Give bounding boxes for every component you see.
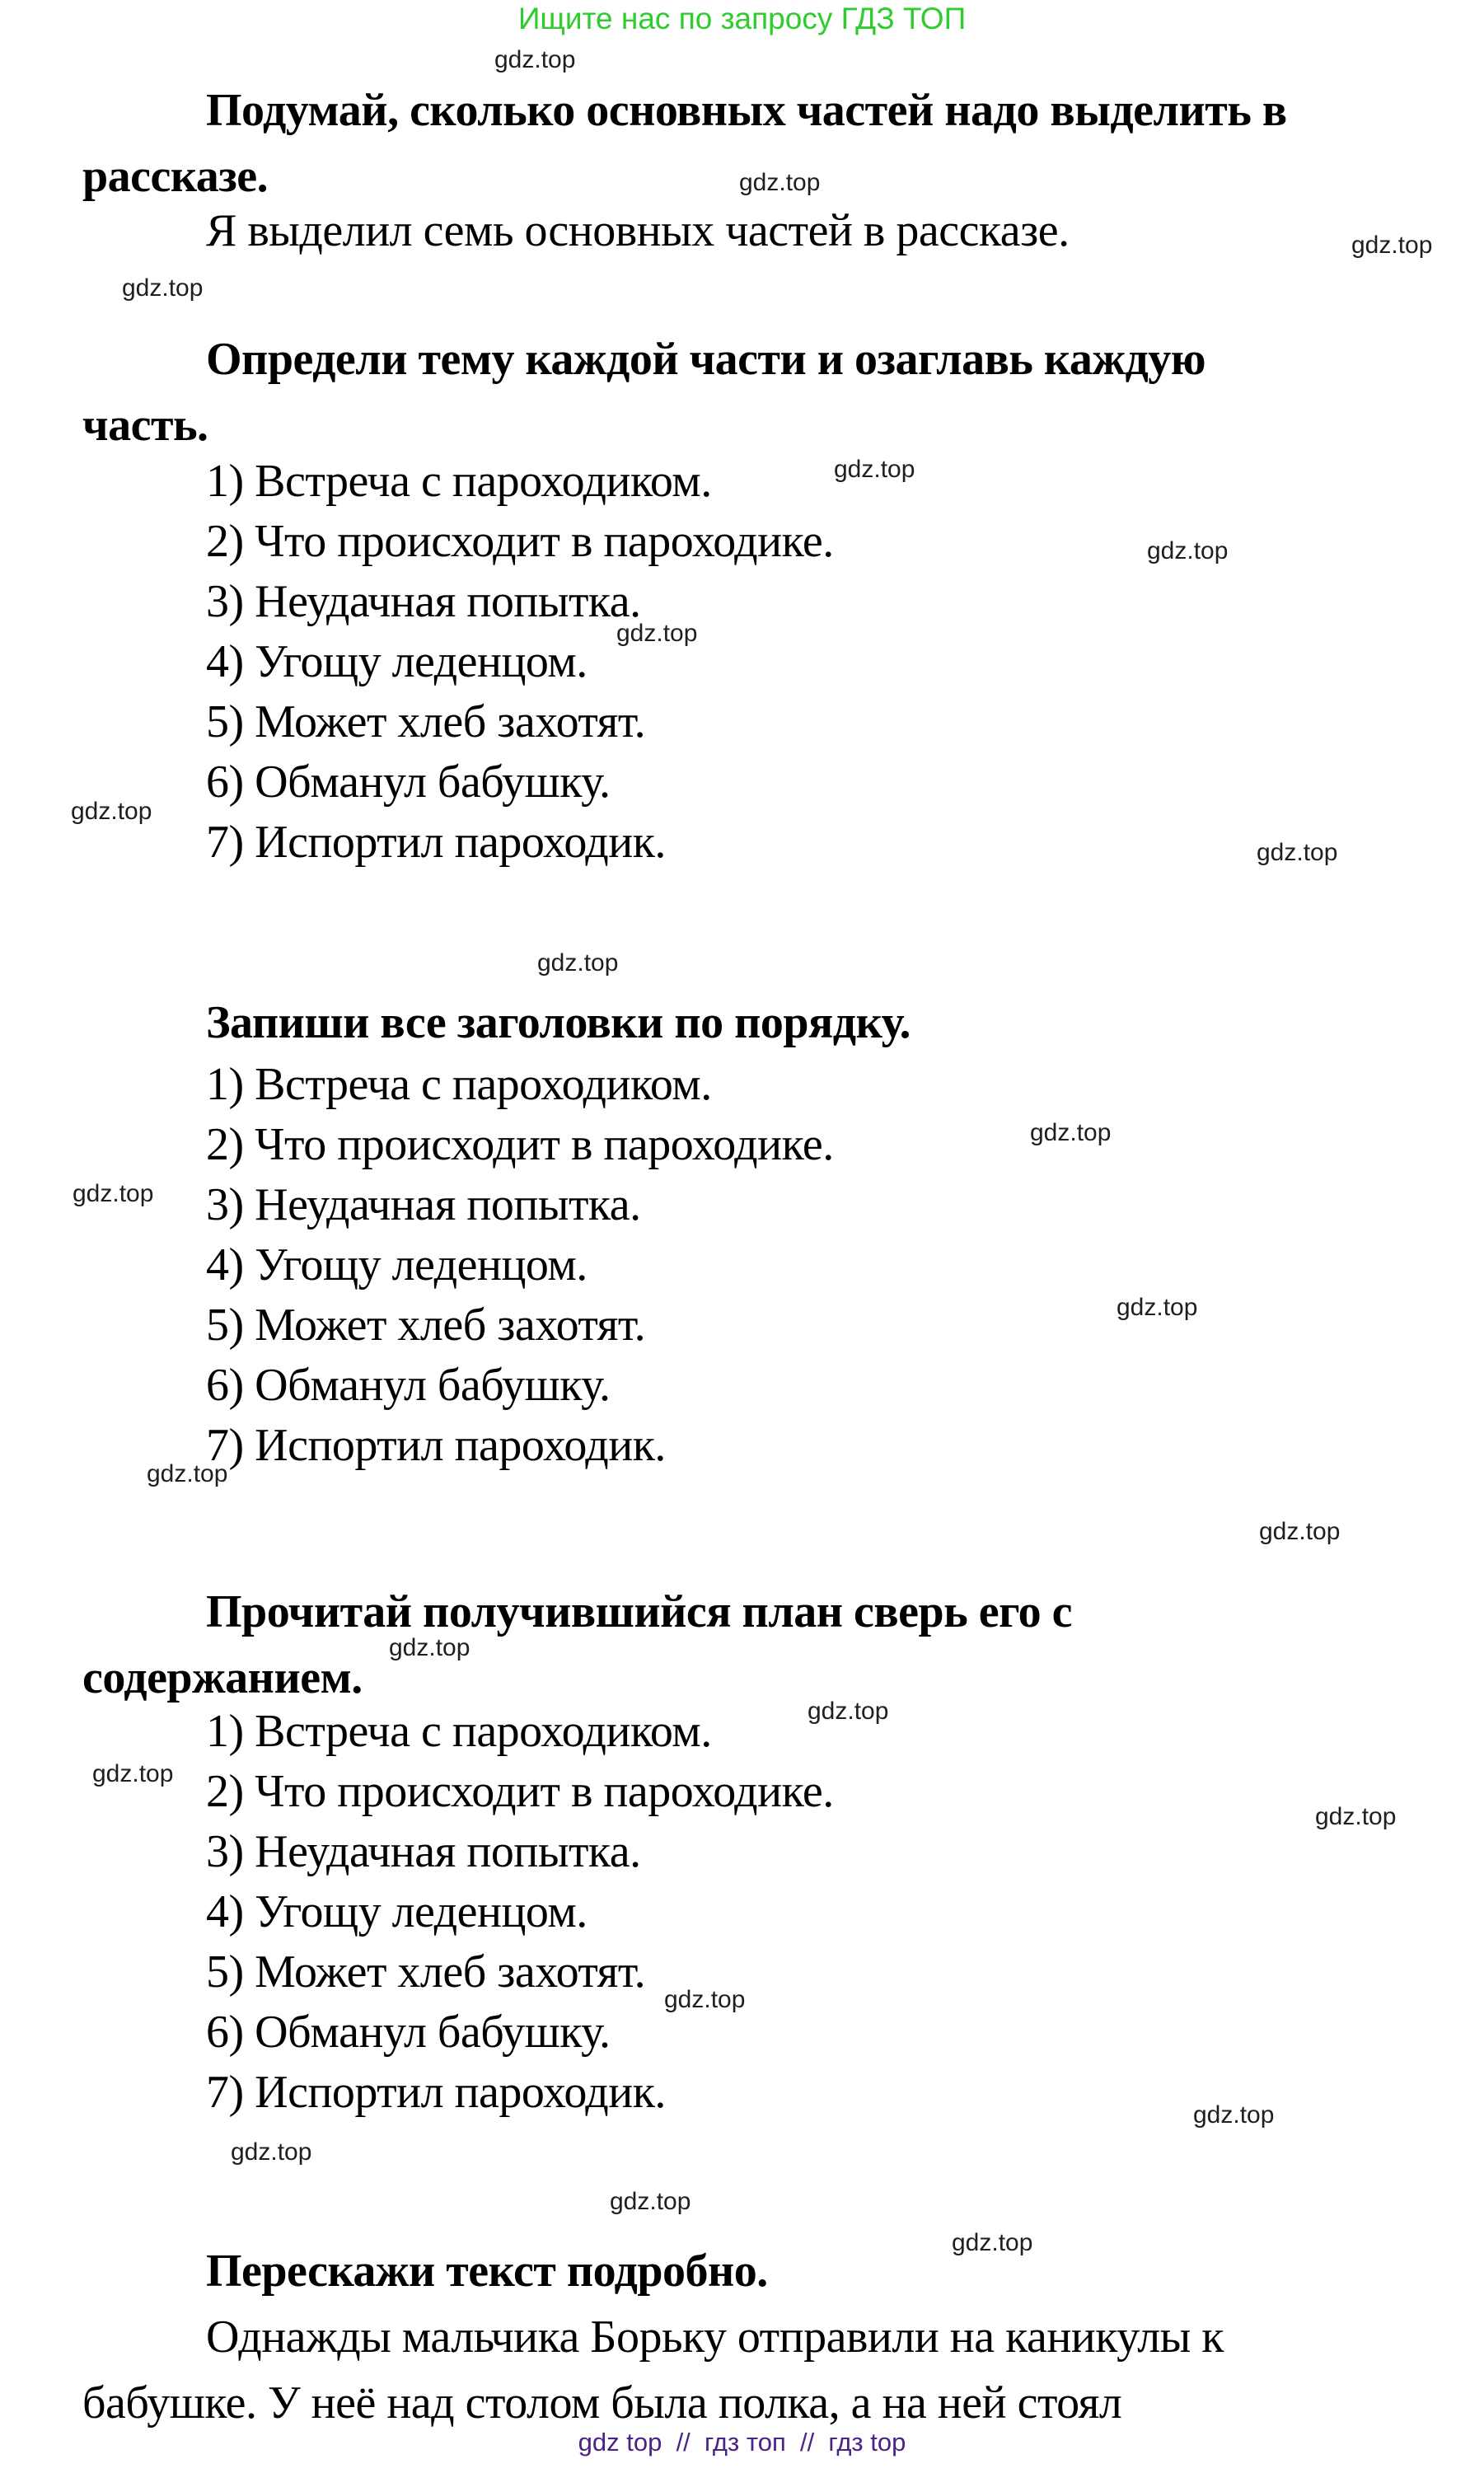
gdz-watermark: gdz.top <box>808 1698 889 1725</box>
plan-item: 4) Угощу леденцом. <box>206 1239 588 1290</box>
plan-item: 2) Что происходит в пароходике. <box>206 1766 834 1817</box>
plan-item: 5) Может хлеб захотят. <box>206 1300 646 1351</box>
gdz-watermark: gdz.top <box>71 798 152 825</box>
plan-item: 6) Обманул бабушку. <box>206 1360 611 1411</box>
gdz-watermark: gdz.top <box>389 1634 470 1661</box>
task1-answer: Я выделил семь основных частей в рассказе. <box>206 205 1070 256</box>
gdz-watermark: gdz.top <box>739 169 821 196</box>
plan-item: 3) Неудачная попытка. <box>206 576 641 627</box>
gdz-watermark: gdz.top <box>1315 1803 1397 1830</box>
task2-question-line-1: Определи тему каждой части и озаглавь каждую <box>206 334 1206 385</box>
plan-item: 4) Угощу леденцом. <box>206 636 588 687</box>
plan-item: 5) Может хлеб захотят. <box>206 696 646 747</box>
plan-item: 6) Обманул бабушку. <box>206 756 611 808</box>
top-banner: Ищите нас по запросу ГДЗ ТОП <box>517 2 967 35</box>
gdz-watermark: gdz.top <box>1193 2101 1275 2129</box>
gdz-watermark: gdz.top <box>1351 232 1433 259</box>
plan-item: 5) Может хлеб захотят. <box>206 1946 646 1998</box>
gdz-watermark: gdz.top <box>1147 537 1229 564</box>
task3-question: Запиши все заголовки по порядку. <box>206 997 911 1048</box>
gdz-watermark: gdz.top <box>147 1460 228 1487</box>
task4-question-line-2: содержанием. <box>82 1652 363 1703</box>
gdz-watermark: gdz.top <box>494 46 576 73</box>
bottom-footer: gdz top // гдз топ // гдз top <box>578 2428 906 2457</box>
gdz-watermark: gdz.top <box>231 2138 312 2166</box>
task1-question-line-1: Подумай, сколько основных частей надо выделить в <box>206 85 1287 136</box>
gdz-watermark: gdz.top <box>73 1180 154 1207</box>
gdz-watermark: gdz.top <box>1030 1119 1112 1146</box>
gdz-watermark: gdz.top <box>834 456 915 483</box>
plan-item: 6) Обманул бабушку. <box>206 2007 611 2058</box>
gdz-watermark: gdz.top <box>616 620 698 647</box>
task5-answer-line-2: бабушке. У неё над столом была полка, а на ней стоял <box>82 2377 1122 2429</box>
plan-item: 2) Что происходит в пароходике. <box>206 1119 834 1170</box>
plan-item: 7) Испортил пароходик. <box>206 2067 666 2118</box>
plan-item: 2) Что происходит в пароходике. <box>206 516 834 567</box>
task5-answer-line-1: Однажды мальчика Борьку отправили на каникулы к <box>206 2311 1224 2363</box>
gdz-watermark: gdz.top <box>664 1986 746 2013</box>
gdz-watermark: gdz.top <box>92 1760 174 1787</box>
gdz-watermark: gdz.top <box>537 949 619 977</box>
plan-item: 4) Угощу леденцом. <box>206 1886 588 1937</box>
plan-item: 1) Встреча с пароходиком. <box>206 1706 712 1757</box>
gdz-watermark: gdz.top <box>1259 1518 1341 1545</box>
task1-question-line-2: рассказе. <box>82 151 269 202</box>
gdz-watermark: gdz.top <box>610 2188 691 2215</box>
plan-item: 1) Встреча с пароходиком. <box>206 456 712 507</box>
plan-item: 3) Неудачная попытка. <box>206 1179 641 1230</box>
gdz-watermark: gdz.top <box>122 274 204 302</box>
gdz-watermark: gdz.top <box>952 2229 1033 2256</box>
plan-item: 7) Испортил пароходик. <box>206 1420 666 1471</box>
gdz-watermark: gdz.top <box>1257 839 1338 866</box>
plan-item: 1) Встреча с пароходиком. <box>206 1059 712 1110</box>
task5-question: Перескажи текст подробно. <box>206 2246 768 2297</box>
task4-question-line-1: Прочитай получившийся план сверь его с <box>206 1586 1072 1637</box>
plan-item: 7) Испортил пароходик. <box>206 817 666 868</box>
gdz-watermark: gdz.top <box>1117 1294 1198 1321</box>
task2-question-line-2: часть. <box>82 400 208 451</box>
plan-item: 3) Неудачная попытка. <box>206 1826 641 1877</box>
